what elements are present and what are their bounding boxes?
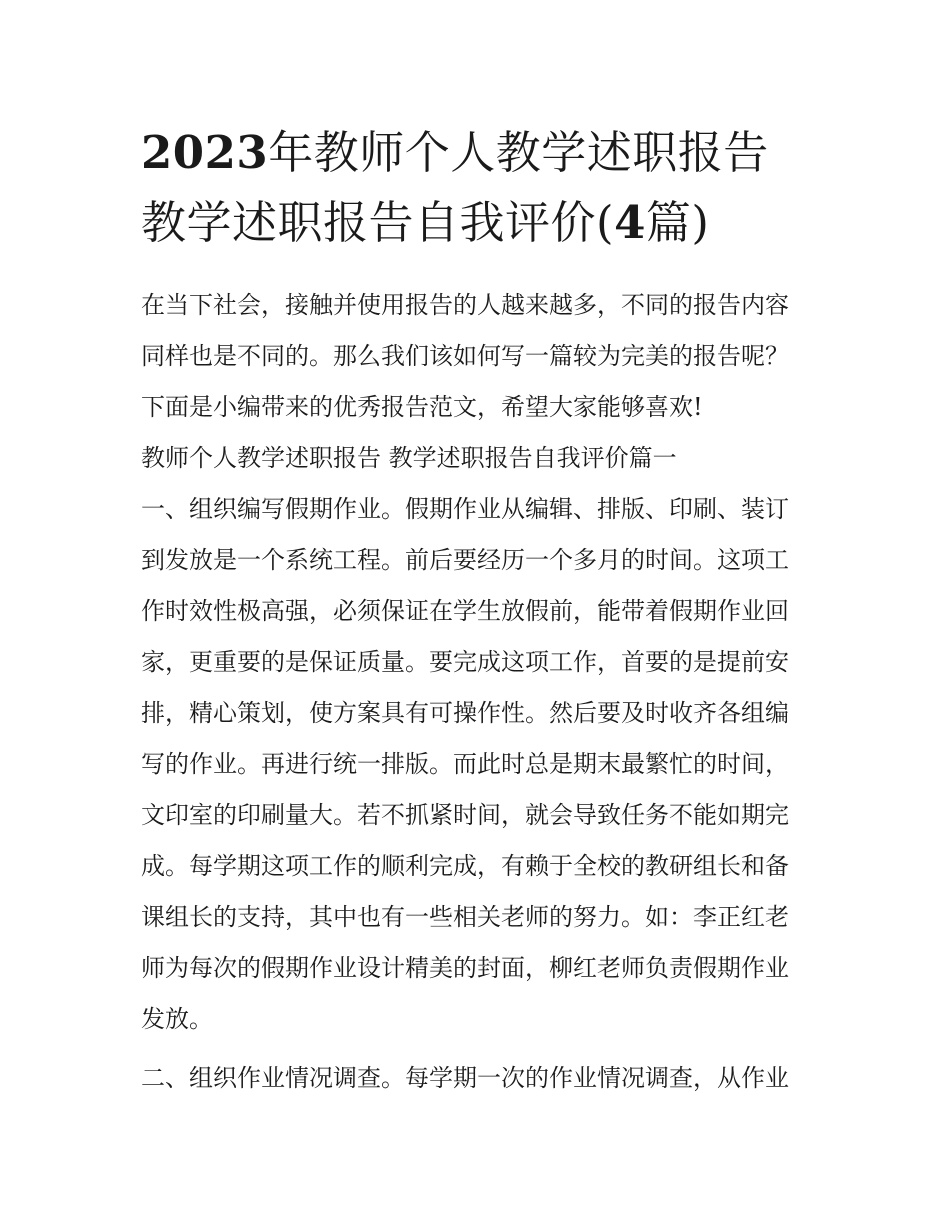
paragraph-line: 成。每学期这项工作的顺利完成，有赖于全校的教研组长和备 [141,852,789,880]
paragraph-line: 到发放是一个系统工程。前后要经历一个多月的时间。这项工 [141,546,789,574]
title-year: 2023 [141,126,269,179]
paragraph-1 [141,484,813,1045]
intro-paragraph [141,280,813,433]
section-heading: 教师个人教学述职报告 教学述职报告自我评价篇一 [141,444,677,472]
document-title [141,118,813,258]
paragraph-line: 发放。 [141,1005,213,1033]
paragraph-line: 排，精心策划，使方案具有可操作性。然后要及时收齐各组编 [141,699,789,727]
title-line-2-end: 篇) [645,196,710,249]
paragraph-line: 文印室的印刷量大。若不抓紧时间，就会导致任务不能如期完 [141,801,789,829]
intro-line: 同样也是不同的。那么我们该如何写一篇较为完美的报告呢？ [141,342,789,370]
title-line-2 [141,188,813,258]
paragraph-line: 作时效性极高强，必须保证在学生放假前，能带着假期作业回 [141,597,789,625]
paragraph-line: 写的作业。再进行统一排版。而此时总是期末最繁忙的时间， [141,750,789,778]
document-body [141,280,813,1104]
intro-line: 下面是小编带来的优秀报告范文，希望大家能够喜欢! [141,393,703,421]
title-line-1-text: 年教师个人教学述职报告 [268,126,769,179]
paragraph-line: 师为每次的假期作业设计精美的封面，柳红老师负责假期作业 [141,954,789,982]
section-heading-paragraph [141,433,813,484]
title-line-2-text: 教学述职报告自我评价( [141,196,615,249]
paragraph-line: 课组长的支持，其中也有一些相关老师的努力。如：李正红老 [141,903,789,931]
document-page [141,118,813,1104]
paragraph-line: 二、组织作业情况调查。每学期一次的作业情况调查，从作业 [141,1064,789,1092]
paragraph-line: 家，更重要的是保证质量。要完成这项工作，首要的是提前安 [141,648,789,676]
title-line-1 [141,118,813,188]
intro-line: 在当下社会，接触并使用报告的人越来越多，不同的报告内容 [141,291,789,319]
title-count: 4 [614,196,646,249]
paragraph-2 [141,1053,813,1104]
paragraph-line: 一、组织编写假期作业。假期作业从编辑、排版、印刷、装订 [141,495,789,523]
